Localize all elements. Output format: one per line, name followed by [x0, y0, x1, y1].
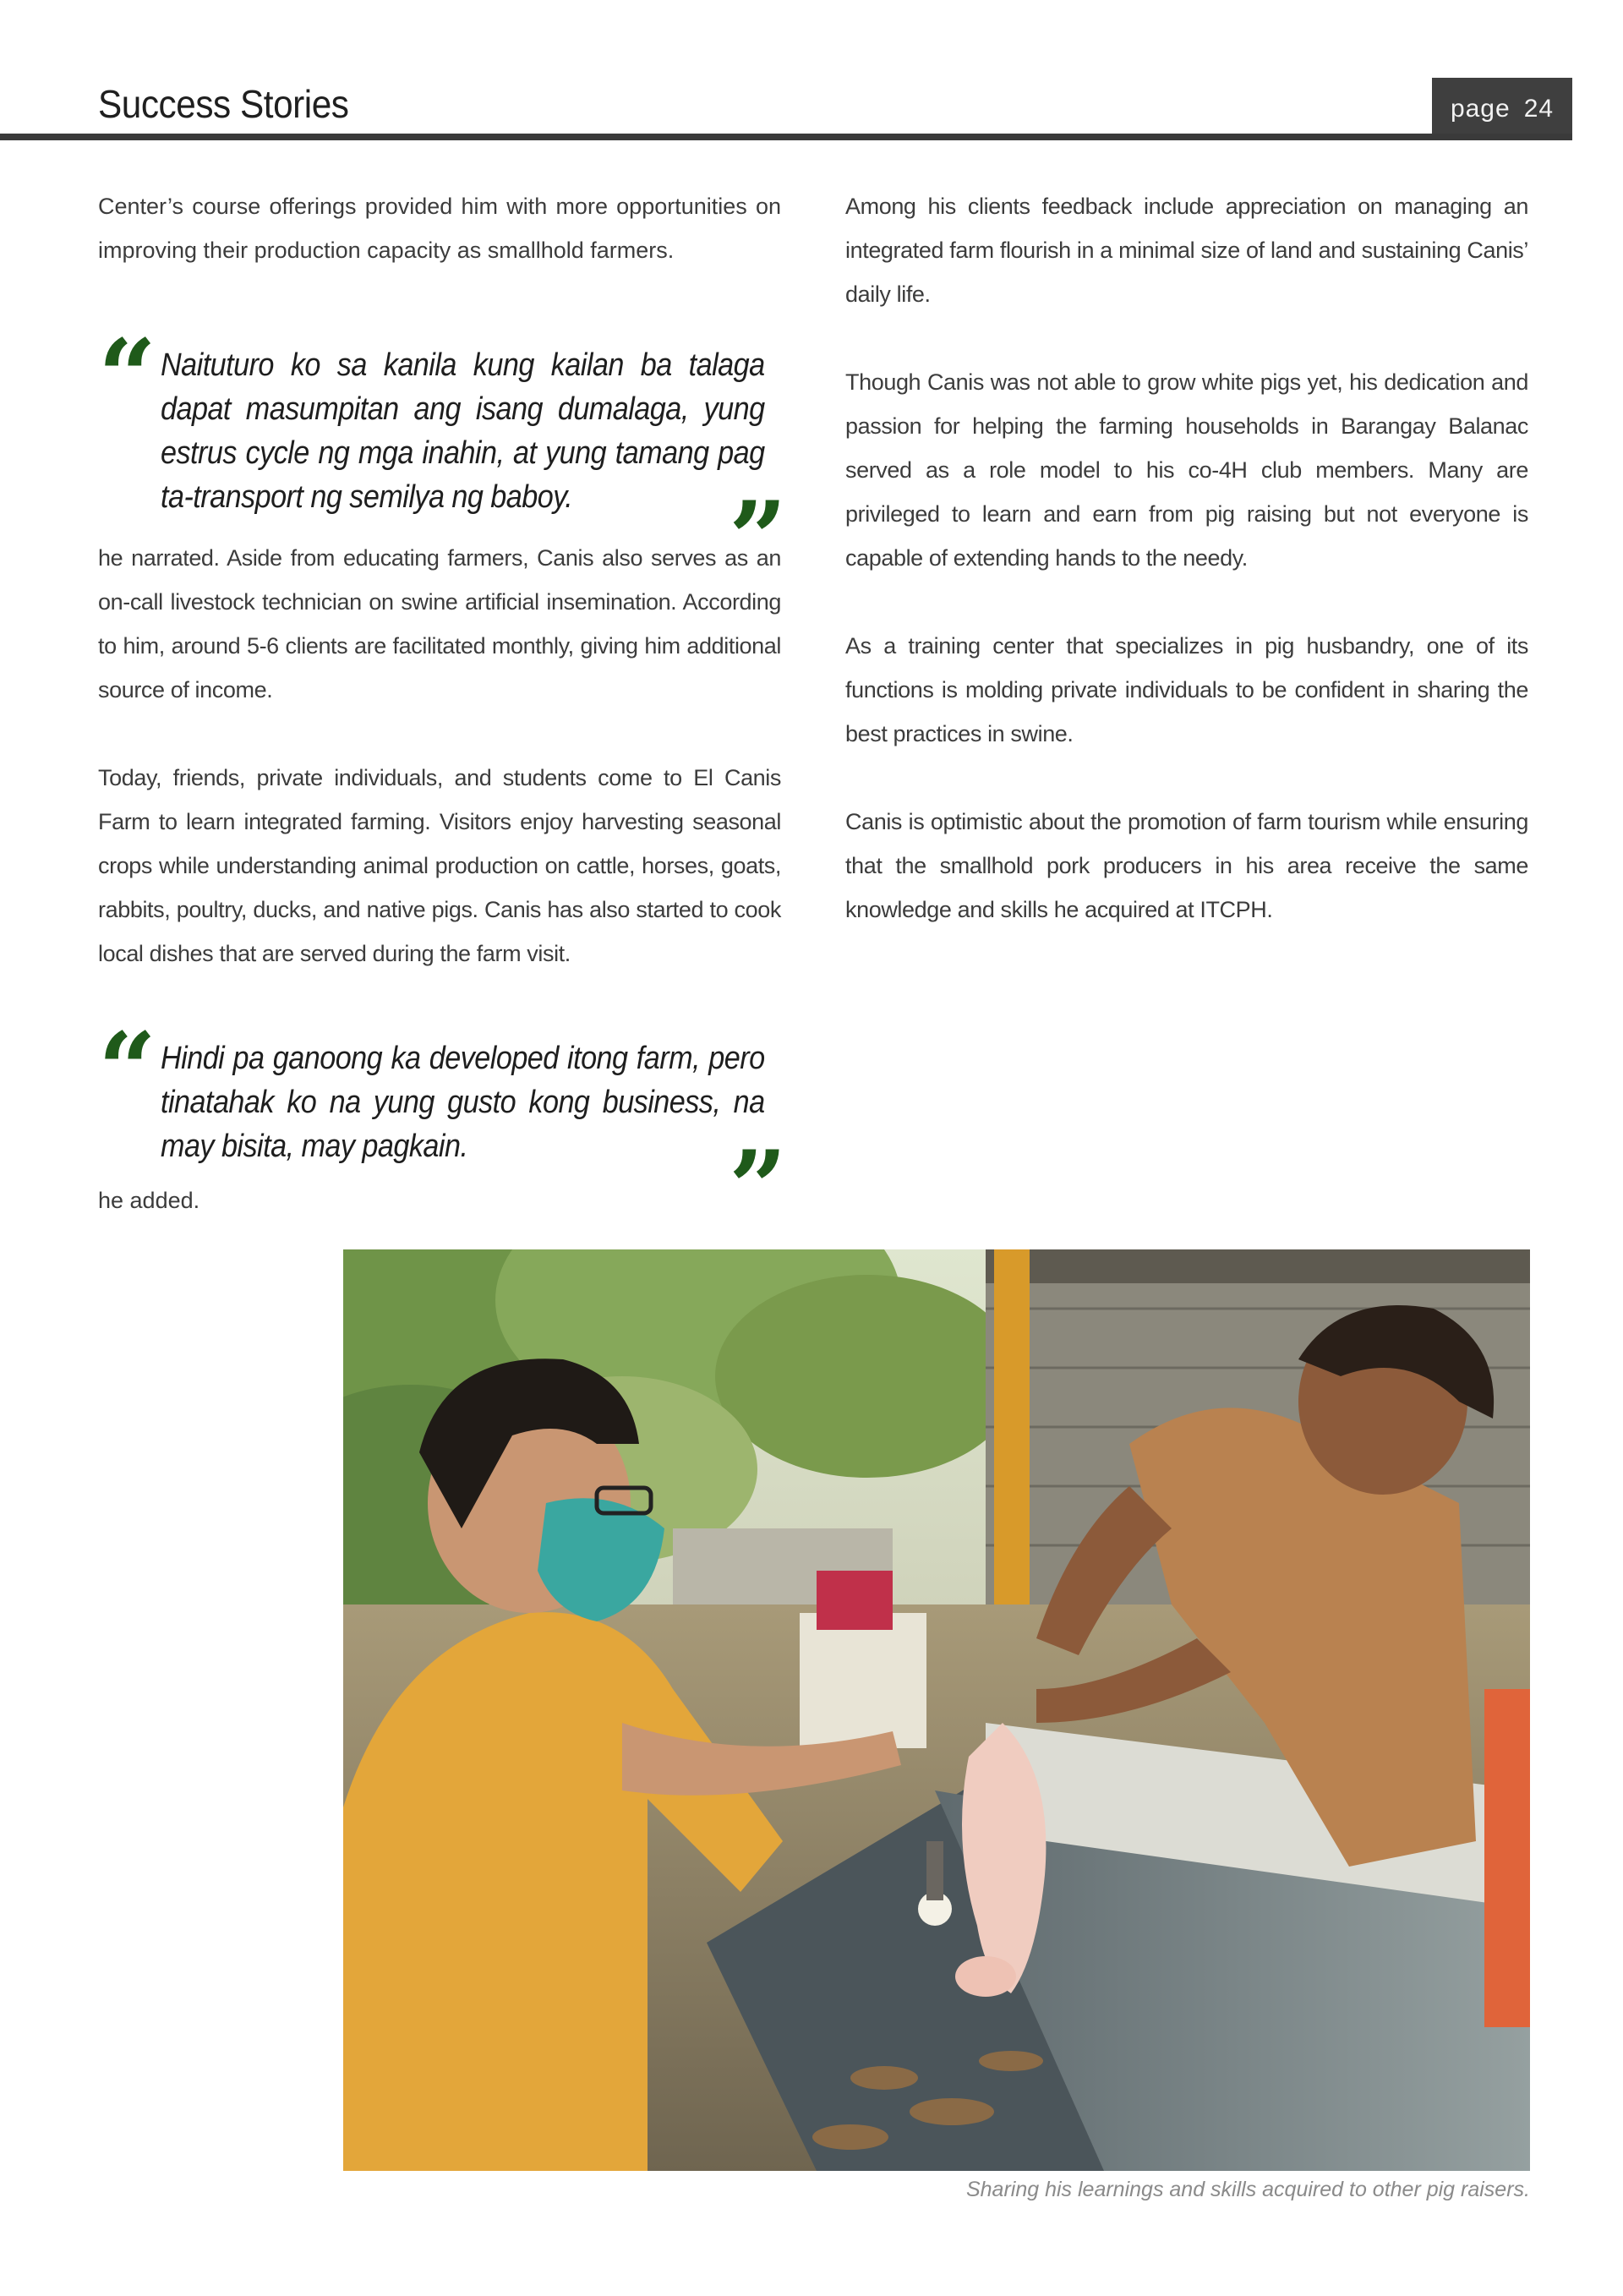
header-divider [0, 134, 1572, 140]
quote-text-1: Naituturo ko sa kanila kung kailan ba talaga dapat masumpitan ang isang dumalaga, yung estrus cycle ng mga inahin, at yung tamang pag ta-transport ng semilya ng baboy. [161, 347, 765, 515]
close-quote-icon: ” [729, 479, 788, 599]
paragraph-narrated: he narrated. Aside from educating farmers, Canis also serves as an on-call livestock technician on swine artificial insemination. According to him, around 5-6 clients are facilitated monthly, giving him additional source of income. [98, 545, 781, 702]
right-column [845, 184, 1528, 932]
paragraph-intro: Center’s course offerings provided him with more opportunities on improving their production capacity as smallhold farmers. [98, 194, 781, 263]
page-word: page [1450, 95, 1511, 123]
quote-text-2: Hindi pa ganoong ka developed itong farm, pero tinatahak ko na yung gusto kong business, na may bisita, may pagkain. [161, 1041, 765, 1164]
close-quote-icon: ” [729, 1129, 788, 1248]
left-closing [98, 1178, 781, 1222]
open-quote-icon: “ [98, 317, 157, 436]
paragraph-added: he added. [98, 1188, 200, 1213]
paragraph-optimistic: Canis is optimistic about the promotion of farm tourism while ensuring that the smallhold pork producers in his area receive the same knowledge and skills he acquired at ITCPH. [845, 809, 1528, 922]
farm-photo [343, 1249, 1530, 2171]
left-intro-paragraph [98, 184, 781, 272]
page-number: 24 [1523, 95, 1555, 123]
section-title: Success Stories [98, 82, 349, 126]
paragraph-feedback: Among his clients feedback include appreciation on managing an integrated farm flourish in a minimal size of land and sustaining Canis’ daily life. [845, 194, 1528, 307]
open-quote-icon: “ [98, 1010, 157, 1129]
pull-quote-1 [98, 317, 788, 599]
photo-caption: Sharing his learnings and skills acquired to other pig raisers. [965, 2178, 1530, 2201]
left-body [98, 536, 781, 976]
paragraph-today: Today, friends, private individuals, and students come to El Canis Farm to learn integrated farming. Visitors enjoy harvesting seasonal crops while understanding animal production on cattle, horses, goats, rabbits, poultry, ducks, and native pigs. Canis has also started to cook local dishes that are served during the farm visit. [98, 765, 781, 966]
paragraph-white-pigs: Though Canis was not able to grow white pigs yet, his dedication and passion for helping the farming households in Barangay Balanac served as a role model to his co-4H club members. Many are privileged to learn and earn from pig raising but not everyone is capable of extending hands to the needy. [845, 369, 1528, 571]
page-number-badge [1432, 78, 1572, 140]
paragraph-training-center: As a training center that specializes in pig husbandry, one of its functions is molding private individuals to be confident in sharing the best practices in swine. [845, 633, 1528, 746]
